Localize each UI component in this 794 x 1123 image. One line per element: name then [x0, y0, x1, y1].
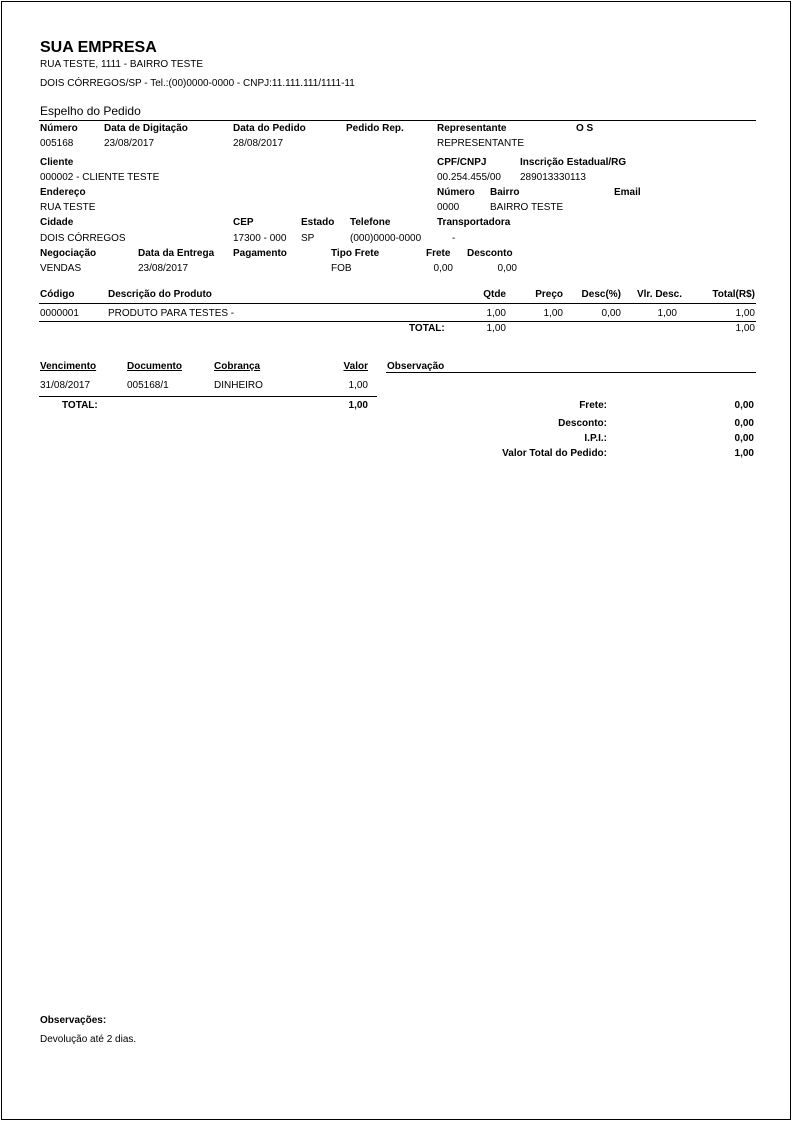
- label-tipo-frete: Tipo Frete: [331, 248, 380, 259]
- label-negociacao: Negociação: [40, 248, 97, 259]
- label-bairro: Bairro: [490, 187, 520, 198]
- summary-ipi: 0,00: [734, 433, 754, 444]
- inst-valor: 1,00: [348, 380, 368, 391]
- summary-desconto: 0,00: [734, 418, 754, 429]
- row-desc-pct: 0,00: [601, 308, 621, 319]
- client-negociacao: VENDAS: [40, 263, 82, 274]
- label-pedido-rep: Pedido Rep.: [346, 123, 404, 134]
- col-total: Total(R$): [712, 289, 755, 300]
- client-cep: 17300 - 000: [233, 233, 287, 244]
- installments-total-value: 1,00: [348, 400, 368, 411]
- order-data-digitacao: 23/08/2017: [104, 138, 155, 149]
- row-total: 1,00: [735, 308, 755, 319]
- row-codigo: 0000001: [40, 308, 79, 319]
- client-frete: 0,00: [433, 263, 453, 274]
- client-inscricao: 289013330113: [520, 172, 586, 183]
- col-desc-pct: Desc(%): [581, 289, 621, 300]
- row-vlr-desc: 1,00: [657, 308, 677, 319]
- row-descricao: PRODUTO PARA TESTES -: [108, 308, 235, 319]
- company-contact: DOIS CÓRREGOS/SP - Tel.:(00)0000-0000 - CNPJ:11.111.111/1111-11: [40, 78, 355, 89]
- inst-cobranca: DINHEIRO: [214, 380, 263, 391]
- label-client-numero: Número: [437, 187, 475, 198]
- label-inscricao: Inscrição Estadual/RG: [520, 157, 627, 168]
- client-cidade: DOIS CÓRREGOS: [40, 233, 126, 244]
- title-divider: [39, 120, 756, 121]
- order-numero: 005168: [40, 138, 74, 149]
- col-qtde: Qtde: [483, 289, 506, 300]
- col-cobranca: Cobrança: [214, 361, 261, 372]
- client-numero: 0000: [437, 202, 460, 213]
- products-total-qtde: 1,00: [486, 323, 506, 334]
- label-pagamento: Pagamento: [233, 248, 287, 259]
- installments-header-divider: [386, 372, 756, 373]
- summary-frete-label: Frete:: [579, 400, 607, 411]
- label-data-entrega: Data da Entrega: [138, 248, 215, 259]
- client-bairro: BAIRRO TESTE: [490, 202, 564, 213]
- label-data-digitacao: Data de Digitação: [104, 123, 188, 134]
- products-total-value: 1,00: [735, 323, 755, 334]
- label-email: Email: [614, 187, 641, 198]
- label-cep: CEP: [233, 217, 254, 228]
- client-cpf-cnpj: 00.254.455/00: [437, 172, 501, 183]
- row-preco: 1,00: [543, 308, 563, 319]
- col-vlr-desc: Vlr. Desc.: [636, 289, 682, 300]
- client-estado: SP: [301, 233, 315, 244]
- label-transportadora: Transportadora: [437, 217, 511, 228]
- col-vencimento: Vencimento: [40, 361, 97, 372]
- page-border: [1, 1, 791, 1120]
- products-row-divider: [39, 321, 756, 322]
- col-valor: Valor: [343, 361, 368, 372]
- summary-valor-total: 1,00: [734, 448, 754, 459]
- label-desconto: Desconto: [467, 248, 513, 259]
- client-data-entrega: 23/08/2017: [138, 263, 189, 274]
- label-representante: Representante: [437, 123, 507, 134]
- client-name: 000002 - CLIENTE TESTE: [40, 172, 160, 183]
- notes-label: Observações:: [40, 1015, 107, 1026]
- products-total-label: TOTAL:: [409, 323, 445, 334]
- label-numero: Número: [40, 123, 78, 134]
- order-representante: REPRESENTANTE: [437, 138, 525, 149]
- client-desconto: 0,00: [497, 263, 517, 274]
- label-os: O S: [576, 123, 594, 134]
- inst-documento: 005168/1: [127, 380, 169, 391]
- label-data-pedido: Data do Pedido: [233, 123, 306, 134]
- products-header-divider: [39, 303, 756, 304]
- company-name: SUA EMPRESA: [40, 39, 157, 56]
- summary-frete: 0,00: [734, 400, 754, 411]
- client-transportadora: -: [452, 233, 456, 244]
- label-cidade: Cidade: [40, 217, 74, 228]
- summary-ipi-label: I.P.I.:: [584, 433, 607, 444]
- client-telefone: (000)0000-0000: [350, 233, 422, 244]
- order-data-pedido: 28/08/2017: [233, 138, 284, 149]
- summary-desconto-label: Desconto:: [558, 418, 607, 429]
- client-endereco: RUA TESTE: [40, 202, 96, 213]
- client-tipo-frete: FOB: [331, 263, 352, 274]
- label-endereco: Endereço: [40, 187, 86, 198]
- col-observacao: Observação: [387, 361, 445, 372]
- label-estado: Estado: [301, 217, 335, 228]
- label-cliente: Cliente: [40, 157, 74, 168]
- installments-total-label: TOTAL:: [62, 400, 98, 411]
- inst-vencimento: 31/08/2017: [40, 380, 91, 391]
- label-telefone: Telefone: [350, 217, 391, 228]
- label-frete: Frete: [426, 248, 451, 259]
- company-address: RUA TESTE, 1111 - BAIRRO TESTE: [40, 59, 204, 70]
- col-documento: Documento: [127, 361, 182, 372]
- notes-text: Devolução até 2 dias.: [40, 1034, 137, 1045]
- col-descricao: Descrição do Produto: [108, 289, 212, 300]
- col-codigo: Código: [40, 289, 75, 300]
- summary-valor-total-label: Valor Total do Pedido:: [502, 448, 607, 459]
- col-preco: Preço: [535, 289, 563, 300]
- row-qtde: 1,00: [486, 308, 506, 319]
- installments-row-divider: [39, 396, 377, 397]
- label-cpf-cnpj: CPF/CNPJ: [437, 157, 487, 168]
- report-title: Espelho do Pedido: [40, 104, 141, 118]
